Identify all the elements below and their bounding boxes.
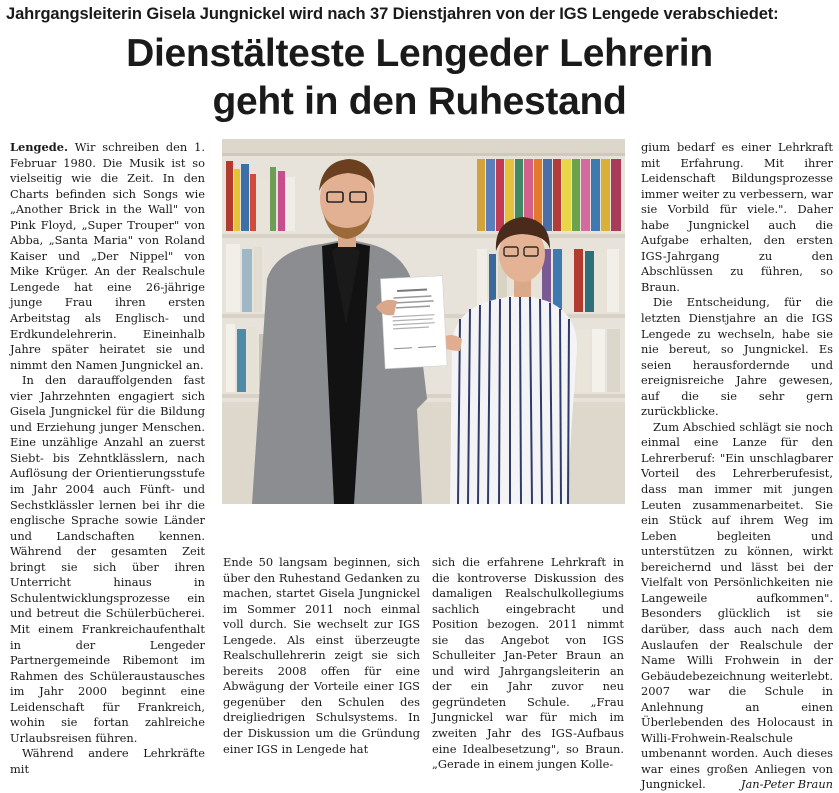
article-column-1 <box>10 140 205 776</box>
paragraph: Zum Abschied schlägt sie noch einmal eine Lanze für den Lehrerberuf: "Ein unschlagbarer Vorteil des Lehrerberufesist, dass man immer mit jungen Leuten zusammenarbeitet. Sie ein Stück auf ihrem Weg im Leben begleiten und unterstützen zu können, wirkt bereichernd und lässt bei der Vielfalt von Persönlichkeiten nie Langeweile aufkommen". Besonders glücklich ist sie darüber, dass auch nach dem Auslaufen der Realschule der Name Willi Frohwein in der Gebäudebezeichnung weiterlebt. 2007 war die Schule in Anlehnung an einen Überlebenden des Holocaust in Willi-Frohwein-Realschule umbenannt worden. Auch dieses war eines großen Anliegen von Jungnickel. <box>641 419 833 792</box>
article-column-4 <box>641 140 833 792</box>
article-column-3: sich die erfahrene Lehrkraft in die kontroverse Diskussion des damaligen Realschulkollegiums sachlich eingebracht und Position bezogen. 2011 nimmt sie das Angebot von IGS Schulleiter Jan-Peter Braun an und wird Jahrgangsleiterin an der ein Jahr zuvor neu gegründeten Schule. „Frau Jungnickel war für mich im zweiten Jahr des IGS-Aufbaus eine Idealbesetzung", so Braun. „Gerade in einem jungen Kolle- <box>432 555 624 772</box>
article-photo <box>222 139 625 504</box>
paragraph: Wir schreiben den 1. Februar 1980. Die Musik ist so vielseitig wie die Zeit. In den Charts befinden sich Songs wie „Another Brick in the Wall" von Pink Floyd, „Super Trouper" von Abba, „Santa Maria" von Roland Kaiser und „Der Nippel" von Mike Krüger. An der Realschule Lengede hat eine 26-jährige junge Frau ihren ersten Arbeitstag als Englisch- und Erdkundelehrerin. Eineinhalb Jahre später heiratet sie und nimmt den Namen Jungnickel an. <box>10 140 205 372</box>
paragraph: In den darauffolgenden fast vier Jahrzehnten engagiert sich Gisela Jungnickel für die Bildung und Erziehung junger Menschen. Eine unzählige Anzahl an zuerst Siebt- bis Zehntklässlern, nach Auflösung der Orientierungsstufe im Jahr 2004 auch Fünft- und Sechstklässler lernen bei ihr die englische Sprache sowie Länder und Landschaften kennen. Während der gesamten Zeit bringt sie sich über ihren Unterricht hinaus in Schulentwicklungsprozesse ein und betreut die Schülerbücherei. Mit einem Frankreichaufenthalt in der Lengeder Partnergemeinde Ribemont im Rahmen des Schüleraustausches im Jahr 2000 beginnt eine Leidenschaft für Frankreich, wohin sie fortan zahlreiche Urlaubsreisen führen. <box>10 373 205 745</box>
author-byline: Jan-Peter Braun <box>740 777 833 792</box>
headline-line-2: geht in den Ruhestand <box>212 80 627 123</box>
paragraph: Die Entscheidung, für die letzten Dienstjahre an die IGS Lengede zu wechseln, habe sie nie bereut, so Jungnickel. Es seien herausfordernde und ereignisreiche Jahre gewesen, auf die sie sehr gern zurückblicke. <box>641 295 833 419</box>
kicker-line: Jahrgangsleiterin Gisela Jungnickel wird nach 37 Dienstjahren von der IGS Lengede verabschiedet: <box>6 5 779 23</box>
article-column-2: Ende 50 langsam beginnen, sich über den Ruhestand Gedanken zu machen, startet Gisela Jungnickel im Sommer 2011 noch einmal voll durch. Sie wechselt zur IGS Lengede. Als einst überzeugte Realschullehrerin zeigt sie sich bereits 2008 offen für eine Abwägung der Vorteile einer IGS gegenüber den Schulen des dreigliedrigen Schulsystems. In der Diskussion um die Gründung einer IGS in Lengede hat <box>223 555 420 756</box>
headline-line-1: Dienstälteste Lengeder Lehrerin <box>126 32 713 75</box>
dateline: Lengede. <box>10 140 68 154</box>
paragraph: gium bedarf es einer Lehrkraft mit Erfahrung. Mit ihrer Leidenschaft Bildungsprozesse immer weiter zu verbessern, war sie Vorbild für viele.". Daher habe Jungnickel auch die Aufgabe erhalten, den ersten IGS-Jahrgang zu den Abschlüssen zu führen, so Braun. <box>641 140 833 294</box>
paragraph: Während andere Lehrkräfte mit <box>10 746 205 776</box>
